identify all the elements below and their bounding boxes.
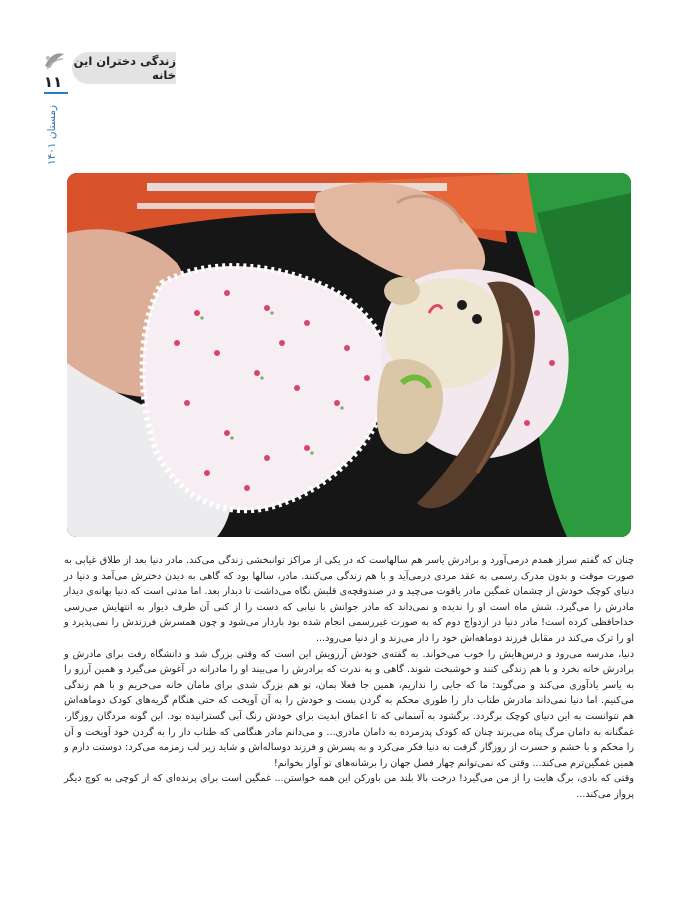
- magazine-logo-icon: [42, 50, 66, 72]
- article-paragraph: دنیا، مدرسه می‌رود و درس‌هایش را خوب می‌خواند. به گفته‌ی خودش آرزویش این است که وقتی بزرگ شد و دانشگاه رفت برای مادرش و برادرش خانه بخرد و با هم زندگی کنند و خوشبخت شوند. گاهی و به ندرت که برادرش را می‌بیند او را مادرانه در آغوش می‌گیرد و همین آرزو را به یاسر یادآوری می‌کند و می‌گوید: ما که جایی را نداریم، همین جا فعلا بمان، تو هم بزرگ شدی برای مامان خانه می‌خریم و با هم زندگی می‌کنیم. اما دنیا نمی‌داند مادرش طناب دار را طوری محکم به گردن بست و خودش را به آن آویخت که حتی هنگام گریه‌های کودک دوماهه‌اش هم نتوانست به این دنیای کوچک برگردد. برگشود به آسمانی که تا اعماق ابدیت برای خودش رنگ آبی گسترانیده بود. این گونه مردگان روزگار، غمگنانه به دامان مرگ پناه می‌برند چنان که کودک پدرمرده به دامان مادری... و می‌دانم مادر هنگامی که طناب دار را به گردن خود آویخت و آن را محکم و با خشم و حسرت از روزگار گرفت به دنیا فکر می‌کرد و به پسرش و فرزند دوساله‌اش و شاید زیر لب زمزمه می‌کرد: دوستت دارم و همین غمگین‌ترم می‌کند... وقتی که نمی‌توانم چهار فصل جهان را برشانه‌های تو آواز بخوانم!: [64, 648, 634, 769]
- doll-photo-icon: [67, 173, 631, 537]
- article-paragraph: چنان که گفتم سراز همدم درمی‌آورد و برادرش یاسر هم سالهاست که در یکی از مراکز توانبخشی زندگی می‌کند. مادر دنیا بعد از طلاق غیابی به صورت موقت و بدون مدرک رسمی به عقد مردی درمی‌آید و با هم زندگی می‌کنند. مادر، سالها بود که گاهی به دیدن دخترش می‌آمد و دنیا در دنیای کوچک خودش از چشمان غمگین مادر یاقوت می‌چید و در صندوقچه‌ی قلبش نگاه می‌داشت تا دیدار بعد. اما مدتی است که دنیا بهانه‌ی دیدار مادرش را می‌گیرد. شش ماه است او را ندیده و نمی‌داند که مادر جوانش با نیابی که دست را از کنی آن طرف دیوار به انتهایش می‌رسی خداحافظی کرده است! مادر دنیا در ازدواج دوم که به صورت غیررسمی انجام شده بود باردار می‌شود و چون همسرش فرزندش را نمی‌پذیرد و او را ترک می‌کند در مقابل فرزند دوماهه‌اش خود را دار می‌زند و از دنیا می‌رود...: [64, 555, 634, 644]
- section-title: زندگی دختران این خانه: [73, 54, 176, 82]
- issue-label: [32, 100, 72, 170]
- issue-text: زمستان ۱۴۰۱: [46, 104, 59, 166]
- article-paragraph: وقتی که بادی، برگ هایت را از من می‌گیرد! درخت بالا بلند من باورکن این همه خواستن... غمگین است برای پرنده‌ای که از کوچی به کوچ دیگر پرواز می‌کند...: [64, 773, 634, 800]
- doll-photo: [67, 173, 631, 537]
- section-title-tab: [72, 52, 176, 84]
- page-number: ۱۱: [43, 73, 63, 91]
- page-number-rule: [44, 92, 68, 94]
- article-body: [64, 553, 634, 803]
